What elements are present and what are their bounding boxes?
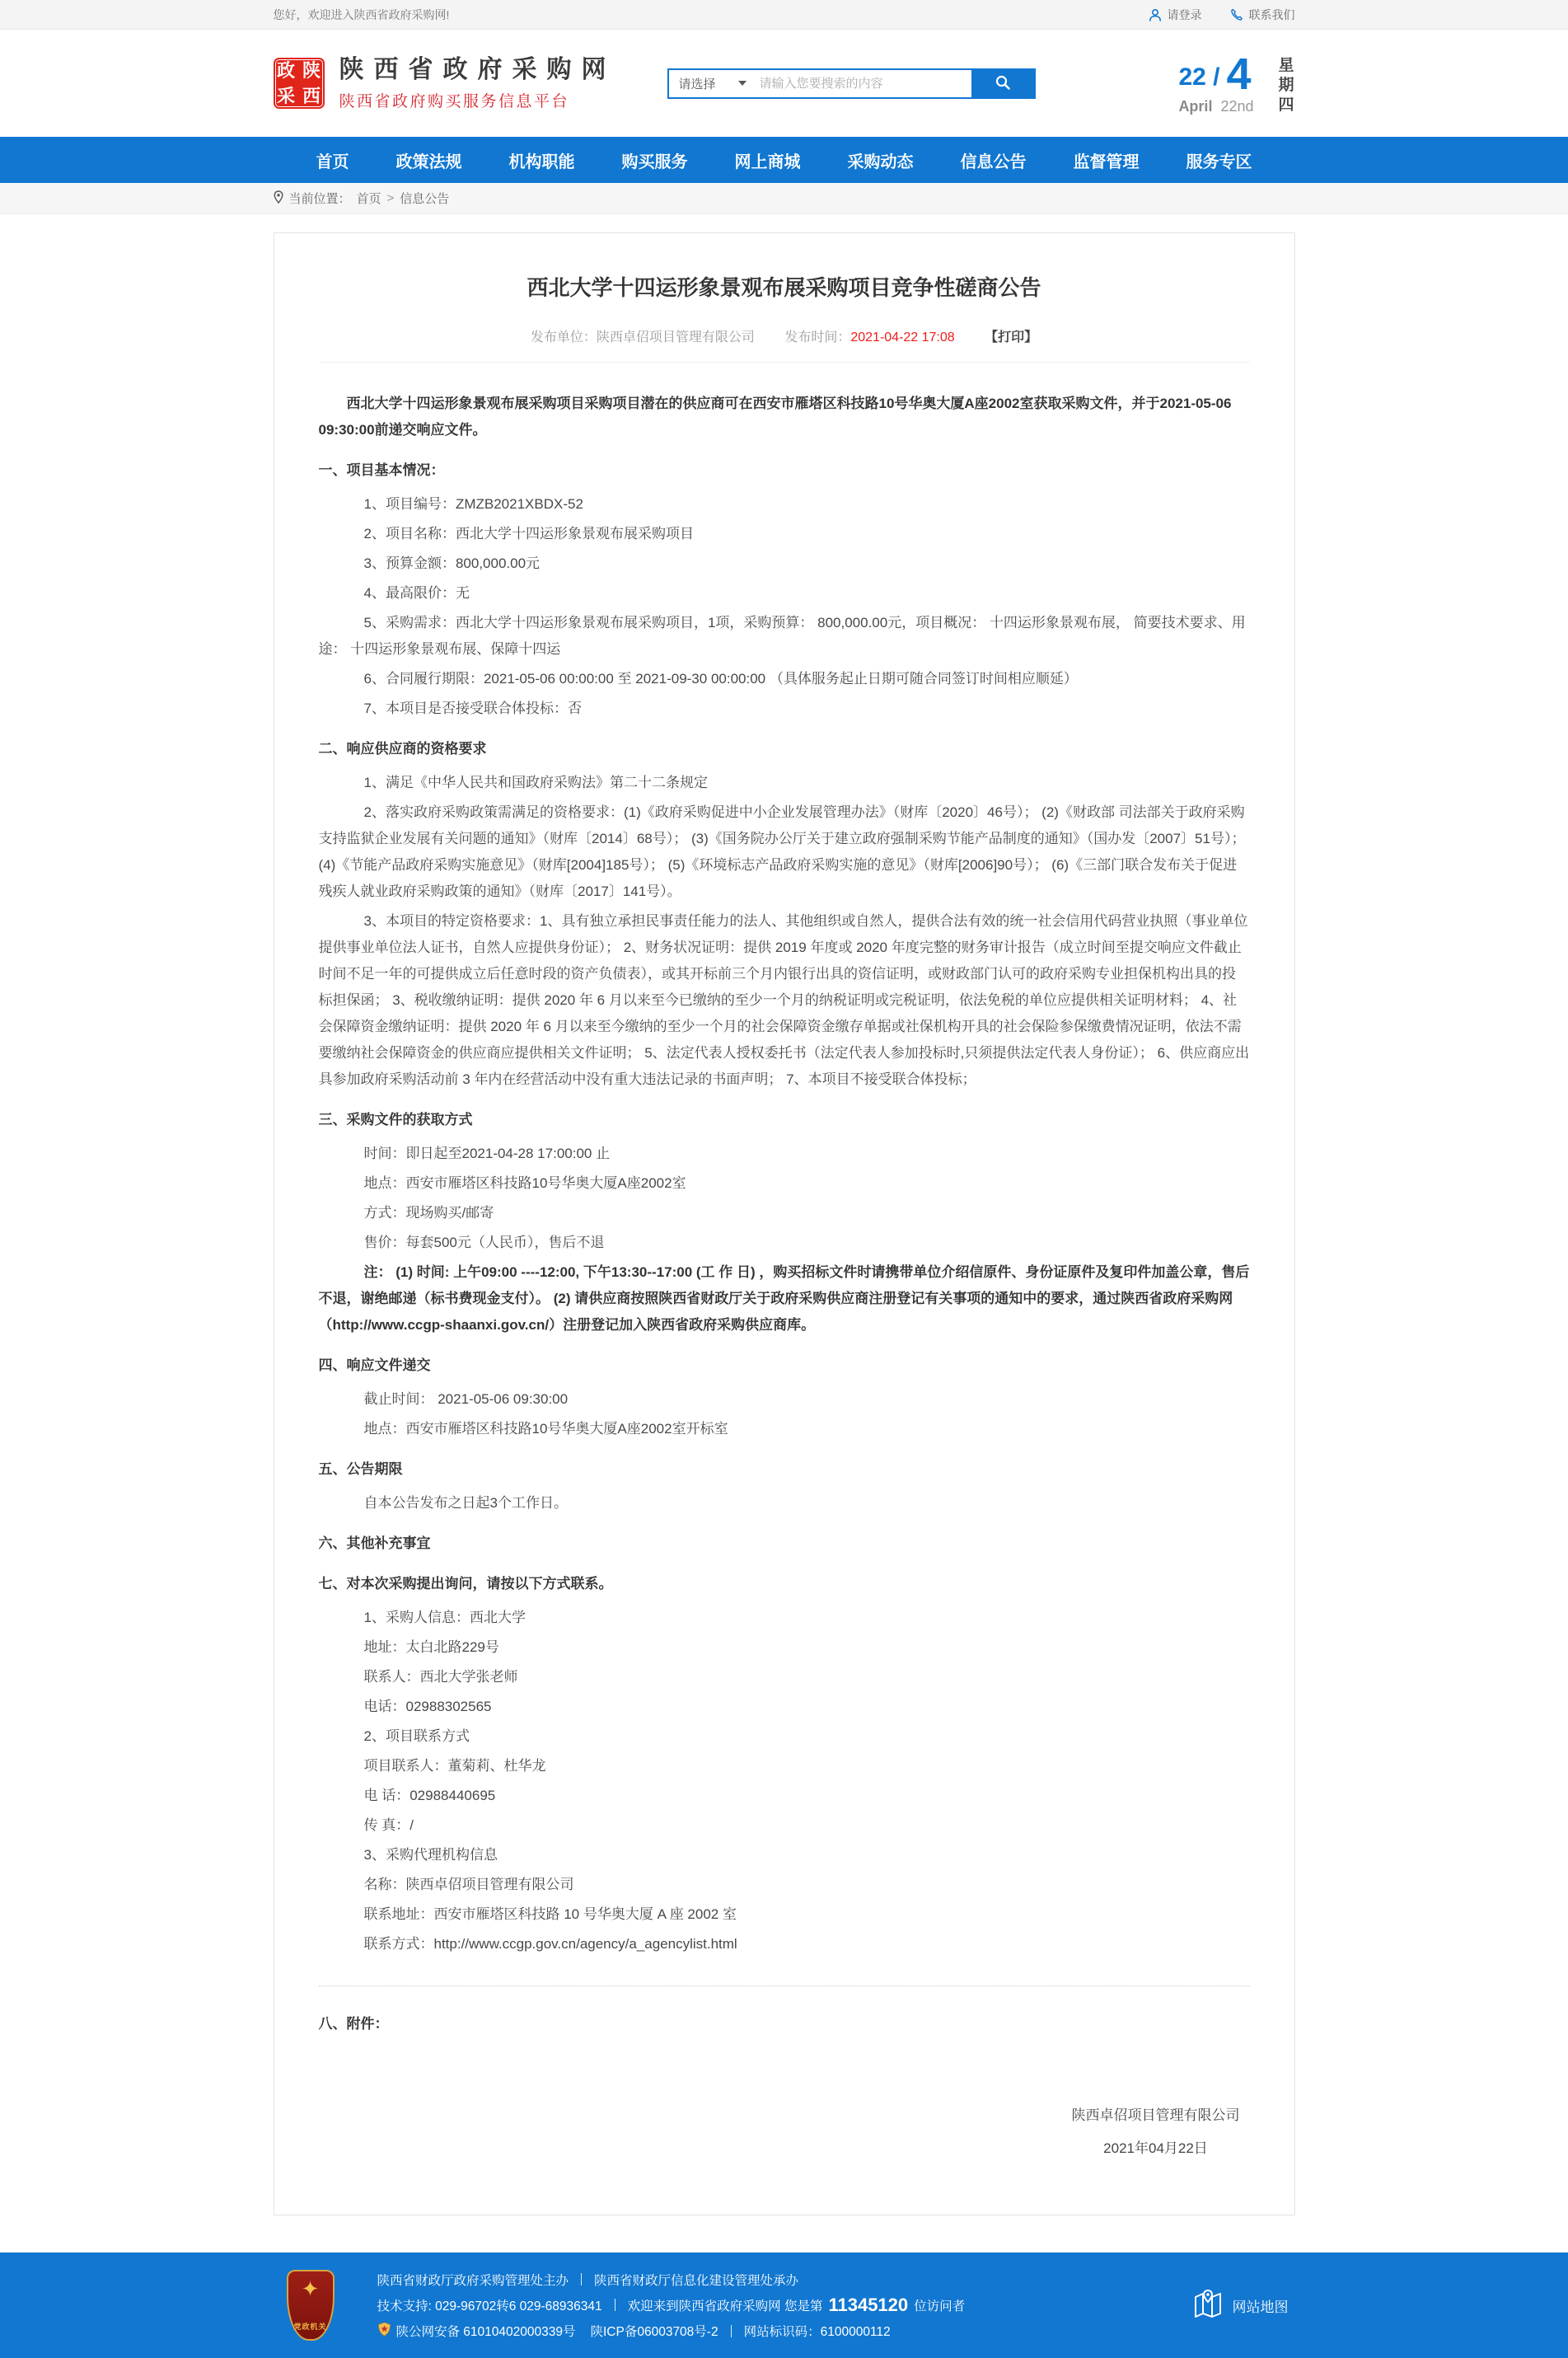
section-paragraph: 地址：太白北路229号 <box>363 1639 499 1655</box>
date-widget <box>1178 51 1294 116</box>
date-weekday: 星期四 <box>1278 56 1294 114</box>
search-category-label: 请选择 <box>678 77 716 91</box>
nav-item[interactable]: 政策法规 <box>396 152 462 171</box>
section-paragraph: 传 真：/ <box>363 1817 414 1833</box>
date-month-name: April <box>1178 98 1213 115</box>
section-heading: 三、采购文件的获取方式 <box>318 1112 473 1127</box>
section-paragraph: 截止时间： 2021-05-06 09:30:00 <box>363 1391 569 1407</box>
breadcrumb-separator: > <box>386 191 395 205</box>
date-month-number: 4 <box>1226 49 1252 99</box>
section-paragraph: 联系人：西北大学张老师 <box>363 1669 518 1685</box>
breadcrumb-home-link[interactable]: 首页 <box>356 192 381 206</box>
publisher-label: 发布单位： <box>530 330 597 345</box>
section-paragraph: 注： (1) 时间: 上午09:00 ----12:00, 下午13:30--17:00 (工 作 日) ，购买招标文件时请携带单位介绍信原件、身份证原件及复印件加盖公章，售后不退，谢绝邮递（标书费现金支付）。 (2) 请供应商按照陕西省财政厅关于政府采购供应商注册登记有关事项的通知中的要求，通过陕西省政府采购网（http://www.ccgp-shaanxi.gov.cn/）注册登记加入陕西省政府采购供应商库。 <box>318 1264 1250 1333</box>
search-input[interactable] <box>755 70 971 97</box>
signature-date: 2021年04月22日 <box>1103 2140 1208 2156</box>
top-bar <box>0 0 1568 30</box>
site-title: 陕西省政府采购网 <box>339 55 616 83</box>
nav-item[interactable]: 机构职能 <box>508 152 575 171</box>
section-paragraph: 联系地址：西安市雁塔区科技路 10 号华奥大厦 A 座 2002 室 <box>363 1906 737 1922</box>
section-paragraph: 地点：西安市雁塔区科技路10号华奥大厦A座2002室开标室 <box>363 1421 728 1437</box>
chevron-down-icon <box>738 81 747 86</box>
section-paragraph: 6、合同履行期限：2021-05-06 00:00:00 至 2021-09-30 00:00:00 （具体服务起止日期可随合同签订时间相应顺延） <box>363 671 1078 687</box>
welcome-text: 您好，欢迎进入陕西省政府采购网! <box>273 7 450 21</box>
print-button[interactable]: 【打印】 <box>985 330 1038 345</box>
sitemap-label: 网站地图 <box>1232 2299 1289 2315</box>
contact-link[interactable] <box>1230 7 1295 23</box>
section-paragraph: 项目联系人：董菊莉、杜华龙 <box>363 1758 546 1774</box>
section-heading: 八、附件： <box>318 2016 389 2032</box>
search-button[interactable] <box>971 70 1034 97</box>
nav-item[interactable]: 网上商城 <box>734 152 801 171</box>
section-paragraph: 售价：每套500元（人民币），售后不退 <box>363 1235 605 1250</box>
icp-filing: 陕ICP备06003708号-2 <box>590 2325 718 2339</box>
login-label: 请登录 <box>1167 7 1202 21</box>
section-paragraph: 2、项目联系方式 <box>363 1728 470 1744</box>
article-intro: 西北大学十四运形象景观布展采购项目采购项目潜在的供应商可在西安市雁塔区科技路10号华奥大厦A座2002室获取采购文件，并于2021-05-06 09:30:00前递交响应文件。 <box>318 396 1232 438</box>
footer-divider <box>581 2273 582 2285</box>
map-icon <box>1191 2287 1224 2324</box>
footer-divider <box>731 2325 732 2337</box>
footer-support: 技术支持: 029-96702转6 029-68936341 <box>377 2299 602 2313</box>
section-paragraph: 7、本项目是否接受联合体投标：否 <box>363 701 582 716</box>
emblem-text: 党政机关 <box>293 2323 327 2331</box>
breadcrumb-bar <box>0 183 1568 214</box>
section-heading: 七、对本次采购提出询问，请按以下方式联系。 <box>318 1576 613 1592</box>
site-identifier-code: 网站标识码：6100000112 <box>743 2325 891 2339</box>
signature-company: 陕西卓佋项目管理有限公司 <box>1071 2107 1240 2123</box>
nav-item[interactable]: 首页 <box>316 152 349 171</box>
signature-block <box>1072 2099 1240 2165</box>
breadcrumb <box>274 183 1295 213</box>
sitemap-link[interactable] <box>1191 2287 1289 2324</box>
nav-item[interactable]: 监督管理 <box>1073 152 1140 171</box>
publisher-value: 陕西卓佋项目管理有限公司 <box>596 330 755 345</box>
public-security-filing: 陕公网安备 61010402000339号 <box>396 2325 576 2339</box>
article-sections <box>319 457 1250 2037</box>
site-footer <box>0 2253 1568 2358</box>
search-category-dropdown[interactable] <box>669 70 755 97</box>
section-paragraph: 1、满足《中华人民共和国政府采购法》第二十二条规定 <box>363 775 708 790</box>
date-day-ordinal: 22nd <box>1220 98 1254 115</box>
footer-host: 陕西省财政厅政府采购管理处主办 <box>377 2273 569 2288</box>
footer-visitor-post: 位访问者 <box>914 2299 966 2313</box>
publish-time-label: 发布时间： <box>784 330 851 345</box>
logo-char: 采 <box>276 85 295 106</box>
breadcrumb-current: 信息公告 <box>400 192 450 206</box>
icp-filing-link[interactable] <box>591 2322 718 2340</box>
section-paragraph: 时间：即日起至2021-04-28 17:00:00 止 <box>363 1146 611 1161</box>
section-paragraph: 3、本项目的特定资格要求：1、具有独立承担民事责任能力的法人、其他组织或自然人，提供合法有效的统一社会信用代码营业执照（事业单位提供事业单位法人证书，自然人应提供身份证）； 2、财务状况证明：提供 2019 年度或 2020 年度完整的财务审计报告（成立时间至提交响应文件截止时间不足一年的可提供成立后任意时段的资产负债表），或其开标前三个月内银行出具的资信证明，或财政部门认可的政府采购专业担保机构出具的投标担保函； 3、税收缴纳证明：提供 2020 年 6 月以来至今已缴纳的至少一个月的纳税证明或完税证明，依法免税的单位应提供相关证明材料； 4、社会保障资金缴纳证明：提供 2020 年 6 月以来至今缴纳的至少一个月的社会保障资金缴存单据或社保机构开具的社会保险参保缴费情况证明，依法不需要缴纳社会保障资金的供应商应提供相关文件证明； 5、法定代表人授权委托书（法定代表人参加投标时,只须提供法定代表人身份证）； 6、供应商应出具参加政府采购活动前 3 年内在经营活动中没有重大违法记录的书面声明； 7、本项目不接受联合体投标； <box>318 913 1250 1087</box>
logo-char: 西 <box>302 85 321 106</box>
footer-visitor-pre: 欢迎来到陕西省政府采购网 您是第 <box>627 2299 823 2313</box>
logo-char: 政 <box>276 59 295 81</box>
section-paragraph: 名称：陕西卓佋项目管理有限公司 <box>363 1877 574 1892</box>
section-paragraph: 电话：02988302565 <box>363 1699 492 1714</box>
public-security-filing-link[interactable] <box>377 2322 576 2341</box>
government-emblem <box>287 2270 335 2341</box>
section-paragraph: 联系方式：http://www.ccgp.gov.cn/agency/a_agencylist.html <box>363 1936 737 1952</box>
article-meta <box>319 326 1250 363</box>
section-paragraph: 方式：现场购买/邮寄 <box>363 1205 494 1221</box>
logo-char: 陕 <box>302 59 321 81</box>
main-nav <box>0 137 1568 183</box>
phone-icon <box>1230 8 1243 21</box>
contact-label: 联系我们 <box>1248 7 1295 21</box>
section-heading: 四、响应文件递交 <box>318 1357 431 1373</box>
nav-item[interactable]: 信息公告 <box>960 152 1027 171</box>
section-paragraph: 地点：西安市雁塔区科技路10号华奥大厦A座2002室 <box>363 1175 686 1191</box>
announcement-card <box>274 232 1295 2215</box>
section-paragraph: 1、采购人信息：西北大学 <box>363 1610 526 1625</box>
section-paragraph: 电 话：02988440695 <box>363 1788 496 1803</box>
section-paragraph: 自本公告发布之日起3个工作日。 <box>363 1495 568 1511</box>
section-paragraph: 5、采购需求：西北大学十四运形象景观布展采购项目，1项，采购预算： 800,000.00元，项目概况： 十四运形象景观布展， 简要技术要求、用途： 十四运形象景观布展、保障十四运 <box>318 615 1246 657</box>
date-day: 22 / <box>1178 63 1220 91</box>
visitor-count: 11345120 <box>828 2294 909 2315</box>
section-paragraph: 1、项目编号：ZMZB2021XBDX-52 <box>363 496 583 512</box>
section-paragraph: 2、落实政府采购政策需满足的资格要求：(1)《政府采购促进中小企业发展管理办法》（财库〔2020〕46号）； (2)《财政部 司法部关于政府采购支持监狱企业发展有关问题的通知》（财库〔2014〕68号）； (3)《国务院办公厅关于建立政府强制采购节能产品制度的通知》（国办发〔2007〕51号）； (4)《节能产品政府采购实施意见》（财库[2004]185号）； (5)《环境标志产品政府采购实施的意见》（财库[2006]90号）； (6)《三部门联合发布关于促进残疾人就业政府采购政策的通知》（财库〔2017〕141号）。 <box>318 804 1246 899</box>
section-heading: 六、其他补充事宜 <box>318 1535 431 1551</box>
site-logo <box>274 58 325 109</box>
nav-menu <box>274 137 1295 183</box>
location-pin-icon <box>274 190 283 207</box>
nav-item[interactable]: 服务专区 <box>1186 152 1252 171</box>
site-subtitle: 陕西省政府购买服务信息平台 <box>339 92 570 110</box>
nav-item[interactable]: 采购动态 <box>847 152 914 171</box>
police-badge-icon <box>377 2322 391 2341</box>
section-divider <box>319 1985 1250 1986</box>
user-icon <box>1149 8 1162 21</box>
site-header <box>0 30 1568 137</box>
section-paragraph: 3、预算金额：800,000.00元 <box>363 556 541 571</box>
publish-time-value: 2021-04-22 17:08 <box>850 330 955 345</box>
search-box <box>667 68 1036 99</box>
footer-undertake: 陕西省财政厅信息化建设管理处承办 <box>594 2273 799 2288</box>
section-heading: 一、项目基本情况： <box>318 462 445 478</box>
section-heading: 二、响应供应商的资格要求 <box>318 741 487 757</box>
login-link[interactable] <box>1149 7 1202 23</box>
section-heading: 五、公告期限 <box>318 1461 403 1477</box>
page-title: 西北大学十四运形象景观布展采购项目竞争性磋商公告 <box>527 275 1041 300</box>
breadcrumb-label: 当前位置： <box>288 192 351 206</box>
emblem-torch-icon: ✦ <box>301 2276 320 2301</box>
section-paragraph: 3、采购代理机构信息 <box>363 1847 498 1863</box>
search-icon <box>995 74 1011 93</box>
section-paragraph: 4、最高限价：无 <box>363 585 470 601</box>
nav-item[interactable]: 购买服务 <box>621 152 688 171</box>
section-paragraph: 2、项目名称：西北大学十四运形象景观布展采购项目 <box>363 526 694 541</box>
